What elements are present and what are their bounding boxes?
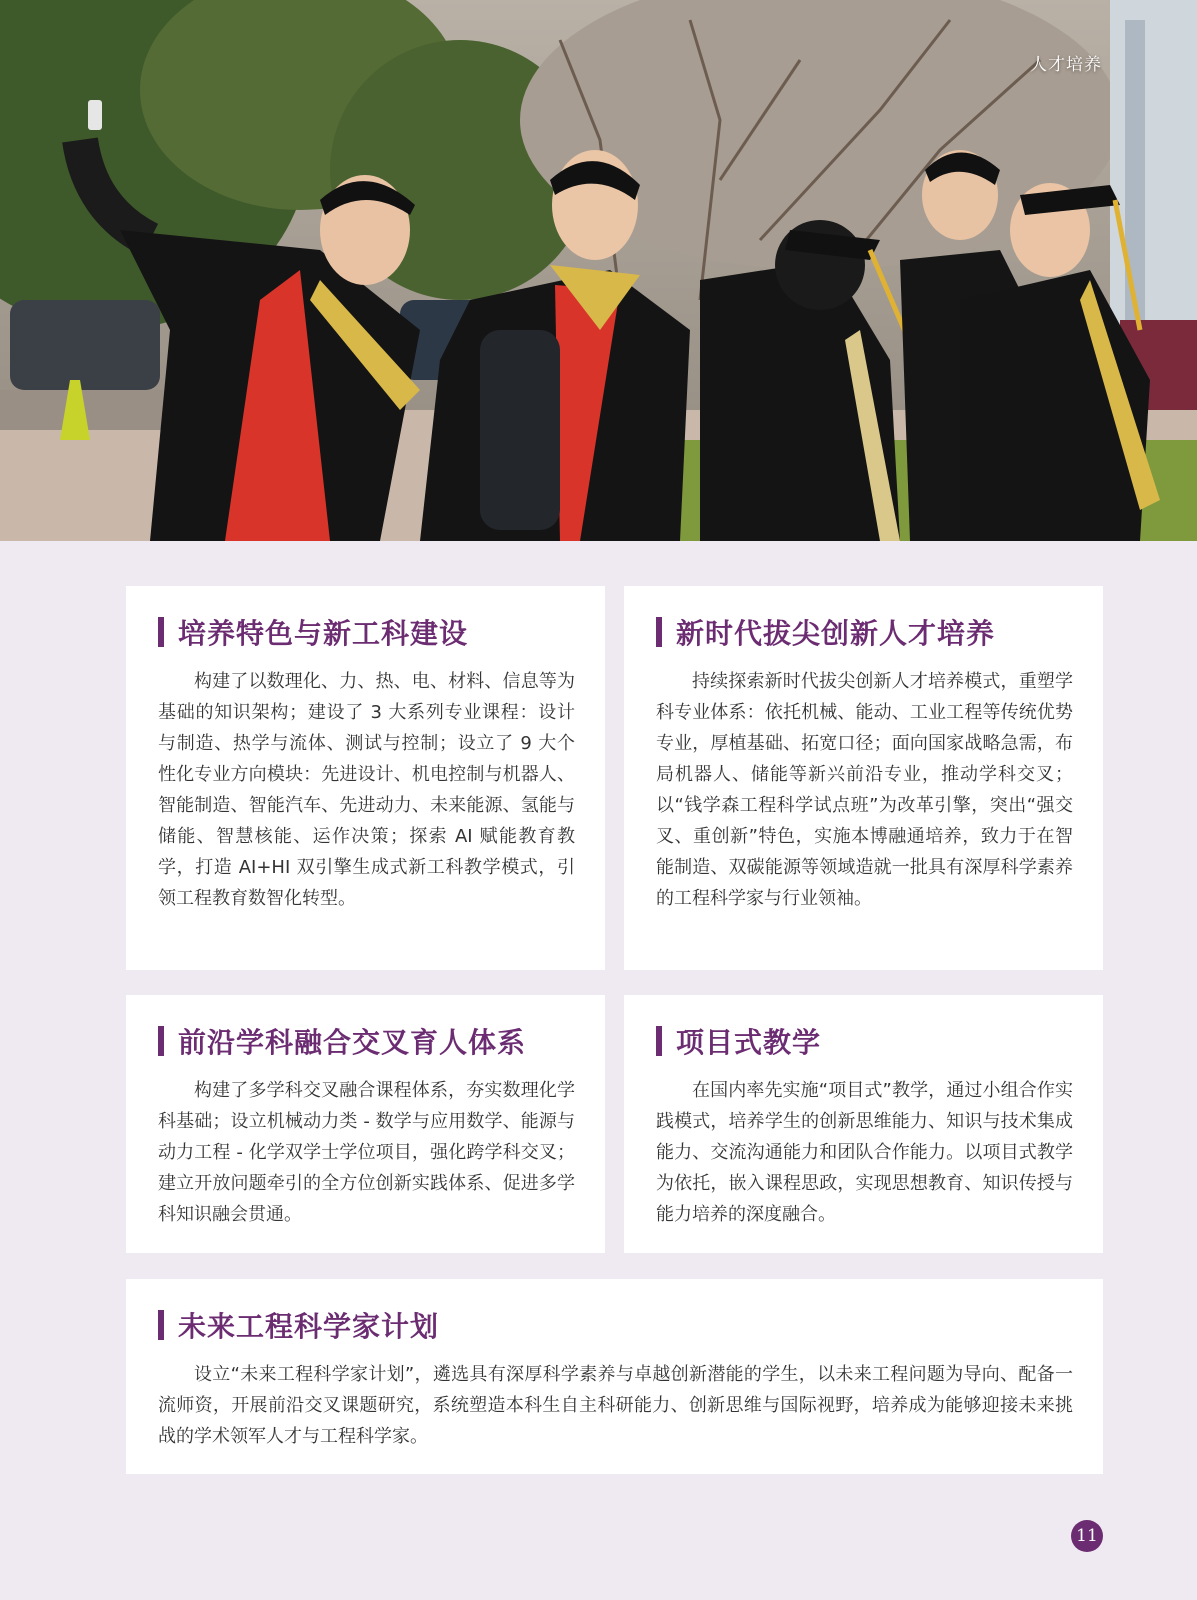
title-accent-bar	[158, 1026, 164, 1056]
card-title	[158, 1021, 575, 1061]
card-heading: 培养特色与新工科建设	[178, 617, 469, 650]
card-heading: 项目式教学	[676, 1026, 822, 1059]
hero-photo	[0, 0, 1197, 541]
card-heading: 前沿学科融合交叉育人体系	[178, 1026, 527, 1059]
card-body-text: 在国内率先实施“项目式”教学，通过小组合作实践模式，培养学生的创新思维能力、知识与技术集成能力、交流沟通能力和团队合作能力。以项目式教学为依托，嵌入课程思政，实现思想教育、知识传授与能力培养的深度融合。	[656, 1080, 1073, 1225]
card-body-text: 持续探索新时代拔尖创新人才培养模式，重塑学科专业体系：依托机械、能动、工业工程等传统优势专业，厚植基础、拓宽口径；面向国家战略急需，布局机器人、储能等新兴前沿专业，推动学科交叉；以“钱学森工程科学试点班”为改革引擎，突出“强交叉、重创新”特色，实施本博融通培养，致力于在智能制造、双碳能源等领域造就一批具有深厚科学素养的工程科学家与行业领袖。	[656, 671, 1073, 909]
card-body-text: 设立“未来工程科学家计划”，遴选具有深厚科学素养与卓越创新潜能的学生，以未来工程问题为导向、配备一流师资，开展前沿交叉课题研究，系统塑造本科生自主科研能力、创新思维与国际视野，培养成为能够迎接未来挑战的学术领军人才与工程科学家。	[158, 1364, 1073, 1447]
title-accent-bar	[158, 617, 164, 647]
card-title	[158, 612, 575, 652]
card-heading: 新时代拔尖创新人才培养	[676, 617, 996, 650]
card-body-text: 构建了以数理化、力、热、电、材料、信息等为基础的知识架构；建设了 3 大系列专业课程：设计与制造、热学与流体、测试与控制；设立了 9 大个性化专业方向模块：先进设计、机电控制与机器人、智能制造、智能汽车、先进动力、未来能源、氢能与储能、智慧核能、运作决策；探索 AI 赋能教育教学，打造 AI+HI 双引擎生成式新工科教学模式，引领工程教育数智化转型。	[158, 671, 575, 909]
page-number: 11	[1071, 1520, 1103, 1552]
card-future-engineering-scientists	[126, 1279, 1103, 1474]
card-title	[656, 1021, 1073, 1061]
title-accent-bar	[158, 1310, 164, 1340]
title-accent-bar	[656, 617, 662, 647]
card-interdisciplinary-education	[126, 995, 605, 1253]
card-top-talent-training	[624, 586, 1103, 970]
card-heading: 未来工程科学家计划	[178, 1310, 440, 1343]
title-accent-bar	[656, 1026, 662, 1056]
card-training-features	[126, 586, 605, 970]
card-title	[158, 1305, 1073, 1345]
card-title	[656, 612, 1073, 652]
card-project-based-teaching	[624, 995, 1103, 1253]
section-label: 人才培养	[1030, 55, 1102, 75]
card-body-text: 构建了多学科交叉融合课程体系，夯实数理化学科基础；设立机械动力类 - 数学与应用数学、能源与动力工程 - 化学双学士学位项目，强化跨学科交叉；建立开放问题牵引的全方位创新实践体系、促进多学科知识融会贯通。	[158, 1080, 575, 1225]
graduates-selfie-photo	[0, 0, 1197, 541]
